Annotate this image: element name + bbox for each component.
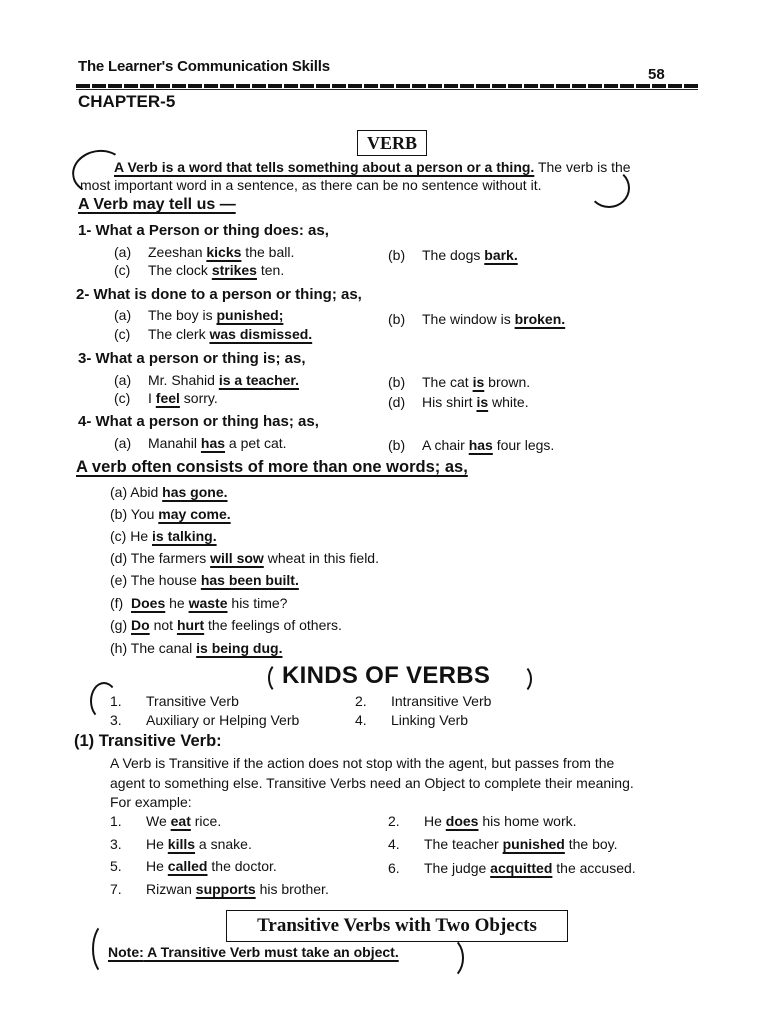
- verb-may-tell-heading: A Verb may tell us —: [78, 196, 236, 213]
- kinds-of-verbs-title: KINDS OF VERBS: [282, 662, 491, 689]
- transitive-example: 6. The judge acquitted the accused.: [388, 860, 636, 876]
- multi-word-item: (h) The canal is being dug.: [110, 640, 283, 656]
- verb-definition-line-2: most important word in a sentence, as there can be no sentence without it.: [80, 177, 542, 193]
- transitive-example: 3. He kills a snake.: [110, 836, 252, 852]
- group-4-heading: 4- What a person or thing has; as,: [78, 413, 319, 430]
- example-item: (d) His shirt is white.: [388, 394, 529, 410]
- chapter-label: CHAPTER-5: [78, 92, 176, 111]
- transitive-example: 5. He called the doctor.: [110, 858, 277, 874]
- kind-item: 4. Linking Verb: [355, 712, 469, 728]
- transitive-example: 4. The teacher punished the boy.: [388, 836, 618, 852]
- two-objects-title-box: Transitive Verbs with Two Objects: [226, 910, 568, 942]
- multi-word-item: (g) Do not hurt the feelings of others.: [110, 617, 342, 633]
- transitive-definition-line-1: A Verb is Transitive if the action does not stop with the agent, but passes from the: [110, 755, 615, 771]
- transitive-example: 1. We eat rice.: [110, 813, 222, 829]
- group-3-heading: 3- What a person or thing is; as,: [78, 350, 306, 367]
- example-item: (c) The clock strikes ten.: [114, 262, 285, 278]
- multi-word-item: (f) Does he waste his time?: [110, 595, 288, 611]
- example-item: (b) The window is broken.: [388, 311, 566, 327]
- example-item: (a) Mr. Shahid is a teacher.: [114, 372, 299, 388]
- transitive-example: 7. Rizwan supports his brother.: [110, 881, 329, 897]
- example-item: (a) The boy is punished;: [114, 307, 284, 323]
- header-rule-thin: [76, 89, 698, 90]
- example-item: (b) A chair has four legs.: [388, 437, 555, 453]
- group-1-heading: 1- What a Person or thing does: as,: [78, 222, 329, 239]
- multi-word-item: (b) You may come.: [110, 506, 231, 522]
- example-item: (c) The clerk was dismissed.: [114, 326, 313, 342]
- kind-item: 1. Transitive Verb: [110, 693, 239, 709]
- verb-definition-line-1: A Verb is a word that tells something about a person or a thing. The verb is the: [114, 159, 631, 175]
- for-example-label: For example:: [110, 794, 192, 810]
- kind-item: 3. Auxiliary or Helping Verb: [110, 712, 300, 728]
- verb-title-box: VERB: [357, 130, 427, 156]
- note-line: Note: A Transitive Verb must take an object.: [108, 944, 399, 960]
- multi-word-item: (d) The farmers will sow wheat in this field.: [110, 550, 379, 566]
- multi-word-heading: A verb often consists of more than one words; as,: [76, 458, 468, 476]
- example-item: (b) The cat is brown.: [388, 374, 531, 390]
- example-item: (b) The dogs bark.: [388, 247, 518, 263]
- handdrawn-bracket-mark: [430, 936, 464, 980]
- page-number: 58: [648, 66, 665, 83]
- book-title: The Learner's Communication Skills: [78, 58, 330, 75]
- header-rule: [76, 84, 698, 88]
- example-item: (c) I feel sorry.: [114, 390, 218, 406]
- kind-item: 2. Intransitive Verb: [355, 693, 492, 709]
- group-2-heading: 2- What is done to a person or thing; as,: [76, 286, 362, 303]
- verb-definition-bold: A Verb is a word that tells something about a person or a thing.: [114, 159, 535, 175]
- multi-word-item: (c) He is talking.: [110, 528, 217, 544]
- transitive-example: 2. He does his home work.: [388, 813, 577, 829]
- multi-word-item: (a) Abid has gone.: [110, 484, 228, 500]
- multi-word-item: (e) The house has been built.: [110, 572, 299, 588]
- handdrawn-bracket-mark: [508, 664, 532, 694]
- transitive-heading: (1) Transitive Verb:: [74, 732, 222, 750]
- example-item: (a) Manahil has a pet cat.: [114, 435, 287, 451]
- transitive-definition-line-2: agent to something else. Transitive Verbs need an Object to complete their meaning.: [110, 775, 634, 791]
- example-item: (a) Zeeshan kicks the ball.: [114, 244, 295, 260]
